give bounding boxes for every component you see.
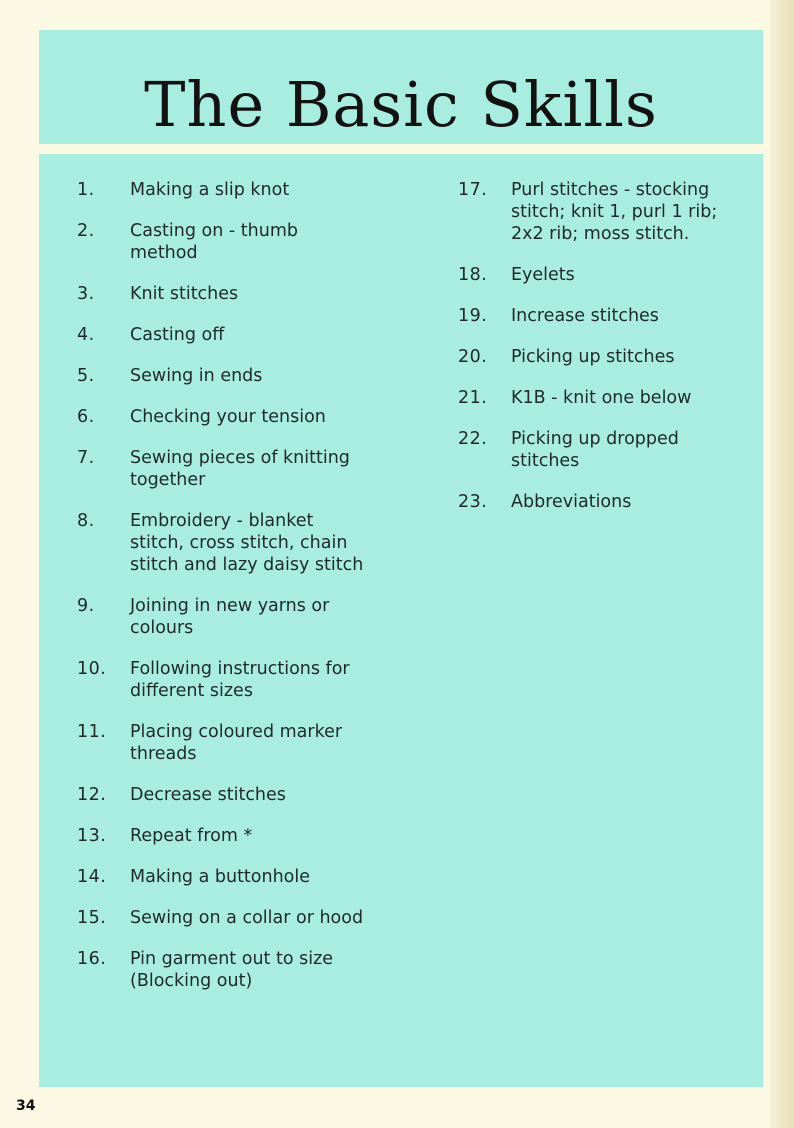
list-item	[77, 866, 367, 888]
item-number: 10.	[77, 659, 107, 679]
skills-list-right	[458, 179, 748, 532]
item-text: Sewing on a collar or hood	[130, 908, 364, 928]
item-number: 17.	[458, 180, 488, 200]
item-text: Abbreviations	[511, 492, 632, 512]
item-text: Casting off	[130, 325, 225, 345]
item-number: 13.	[77, 826, 107, 846]
list-item	[458, 428, 748, 472]
skills-list-left	[77, 179, 367, 1011]
item-number: 7.	[77, 448, 95, 468]
list-item	[77, 283, 367, 305]
item-number: 23.	[458, 492, 488, 512]
list-item	[458, 346, 748, 368]
item-number: 21.	[458, 388, 488, 408]
list-item	[77, 721, 367, 765]
item-text: K1B - knit one below	[511, 388, 692, 408]
item-number: 6.	[77, 407, 95, 427]
skills-panel	[39, 154, 763, 1087]
list-item	[77, 595, 367, 639]
list-item	[77, 658, 367, 702]
item-text: Embroidery - blanket stitch, cross stitch, chain stitch and lazy daisy stitch	[130, 511, 364, 575]
item-text: Sewing pieces of knitting together	[130, 448, 350, 490]
item-number: 18.	[458, 265, 488, 285]
list-item	[458, 179, 748, 245]
item-text: Casting on - thumb method	[130, 221, 298, 263]
item-text: Increase stitches	[511, 306, 659, 326]
item-text: Purl stitches - stocking stitch; knit 1, purl 1 rib; 2x2 rib; moss stitch.	[511, 180, 718, 244]
list-item	[458, 264, 748, 286]
item-number: 9.	[77, 596, 95, 616]
item-number: 15.	[77, 908, 107, 928]
list-item	[77, 948, 367, 992]
item-text: Pin garment out to size (Blocking out)	[130, 949, 334, 991]
item-text: Picking up stitches	[511, 347, 675, 367]
item-number: 1.	[77, 180, 95, 200]
list-item	[77, 365, 367, 387]
list-item	[77, 825, 367, 847]
page-title: The Basic Skills	[144, 68, 658, 141]
item-number: 3.	[77, 284, 95, 304]
item-text: Eyelets	[511, 265, 575, 285]
item-number: 19.	[458, 306, 488, 326]
item-number: 4.	[77, 325, 95, 345]
item-number: 2.	[77, 221, 95, 241]
list-item	[458, 305, 748, 327]
page-number: 34	[16, 1098, 36, 1114]
list-item	[77, 406, 367, 428]
item-number: 11.	[77, 722, 107, 742]
item-text: Making a buttonhole	[130, 867, 311, 887]
list-item	[77, 510, 367, 576]
item-text: Picking up dropped stitches	[511, 429, 679, 471]
item-number: 16.	[77, 949, 107, 969]
list-item	[77, 179, 367, 201]
page-edge	[770, 0, 794, 1128]
item-text: Decrease stitches	[130, 785, 286, 805]
title-banner	[39, 30, 763, 144]
item-number: 12.	[77, 785, 107, 805]
item-text: Repeat from *	[130, 826, 253, 846]
item-text: Checking your tension	[130, 407, 326, 427]
item-text: Making a slip knot	[130, 180, 290, 200]
list-item	[77, 324, 367, 346]
list-item	[77, 447, 367, 491]
item-number: 5.	[77, 366, 95, 386]
list-item	[77, 784, 367, 806]
list-item	[77, 220, 367, 264]
item-text: Following instructions for different sizes	[130, 659, 350, 701]
list-item	[77, 907, 367, 929]
item-number: 22.	[458, 429, 488, 449]
item-text: Joining in new yarns or colours	[130, 596, 330, 638]
item-text: Sewing in ends	[130, 366, 263, 386]
item-number: 8.	[77, 511, 95, 531]
item-number: 14.	[77, 867, 107, 887]
item-number: 20.	[458, 347, 488, 367]
item-text: Knit stitches	[130, 284, 239, 304]
list-item	[458, 491, 748, 513]
list-item	[458, 387, 748, 409]
item-text: Placing coloured marker threads	[130, 722, 343, 764]
